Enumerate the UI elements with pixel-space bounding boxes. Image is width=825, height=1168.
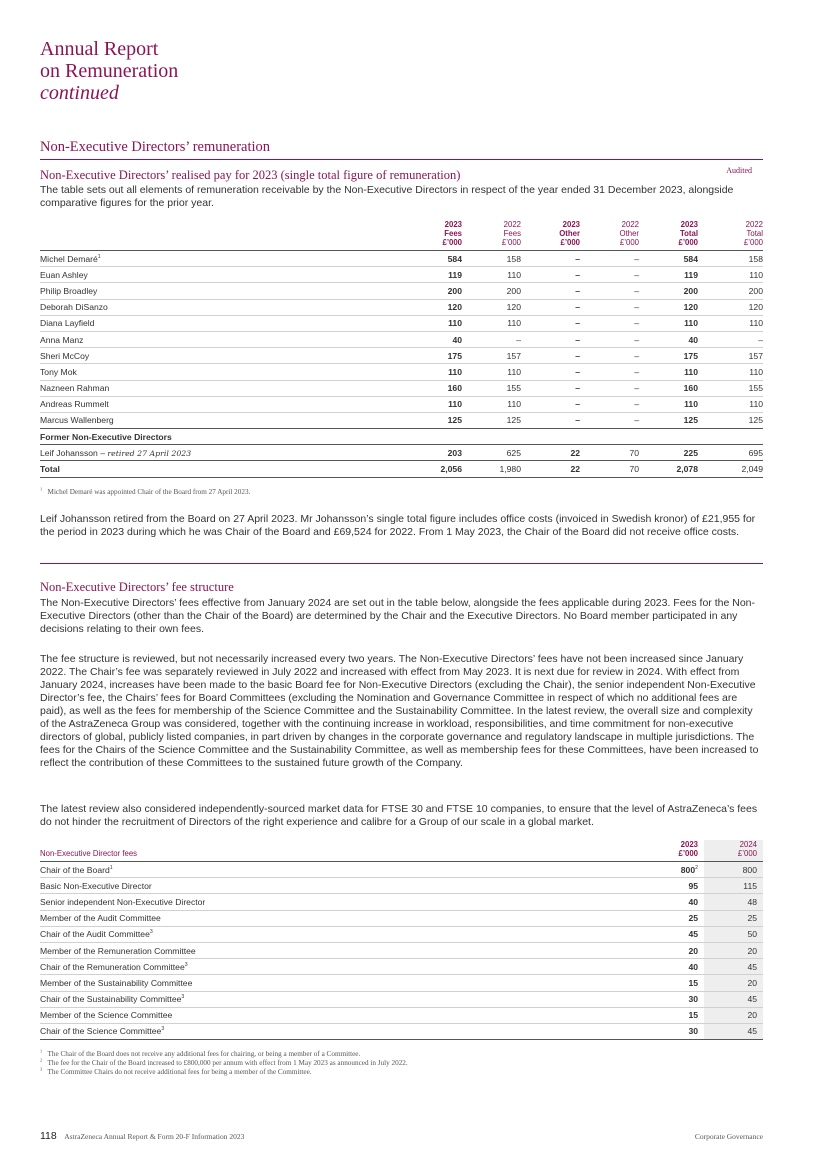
- director-name: Andreas Rummelt: [40, 396, 380, 412]
- fee-role: Member of the Sustainability Committee: [40, 975, 645, 991]
- table-row: [40, 283, 763, 299]
- fees-footnote-1: $^1$ The Chair of the Board does not receive any additional fees for chairing, or being a member of a Committee.: [40, 1048, 361, 1058]
- fee-paragraph-1: The Non-Executive Directors’ fees effective from January 2024 are set out in the table below, alongside the fees applicable during 2023. Fees for the Non-Executive Directors (other than the Chair of the Board) are determined by the Chair and the Executive Directors. No Board member participated in any decisions relating to their own fees.: [40, 597, 755, 635]
- table-row: [40, 380, 763, 396]
- cell-2023-other: –: [521, 299, 580, 315]
- cell-2022-total: 157: [698, 348, 763, 364]
- cell-2022-total: 158: [698, 251, 763, 267]
- col-2023-other: 2023 Other £’000: [559, 220, 580, 247]
- director-name: Marcus Wallenberg: [40, 412, 380, 428]
- fees-table-row: [40, 926, 763, 942]
- fee-2024: 20: [704, 975, 763, 991]
- cell-2023-other: –: [521, 331, 580, 347]
- cell-2023-fees: 110: [380, 364, 462, 380]
- cell-2022-fees: 625: [462, 445, 521, 461]
- fees-footnote-2: $^2$ The fee for the Chair of the Board increased to £800,000 per annum with effect from 1 May 2023 as announced in July 2022.: [40, 1057, 408, 1067]
- fees-footnote-3: $^3$ The Committee Chairs do not receive additional fees for being a member of the Committee.: [40, 1066, 312, 1076]
- director-name: Philip Broadley: [40, 283, 380, 299]
- cell-2023-fees: 110: [380, 315, 462, 331]
- cell-2022-fees: 110: [462, 396, 521, 412]
- cell-2022-fees: –: [462, 331, 521, 347]
- table-row: [40, 267, 763, 283]
- cell-2022-fees: 120: [462, 299, 521, 315]
- cell-2023-other: –: [521, 380, 580, 396]
- cell-2023-total: 119: [639, 267, 698, 283]
- footnote-1: $^1$ Michel Demaré was appointed Chair of the Board from 27 April 2023.: [40, 486, 251, 496]
- fee-role: Senior independent Non-Executive Director: [40, 894, 645, 910]
- cell-2023-total: 40: [639, 331, 698, 347]
- cell-2023-other: 22: [521, 461, 580, 477]
- fee-2023: 40: [645, 894, 704, 910]
- cell-2022-other: –: [580, 331, 639, 347]
- fees-table-row: [40, 959, 763, 975]
- table-header-row: [40, 220, 763, 251]
- former-directors-heading-row: [40, 429, 763, 445]
- section-rule: [40, 563, 763, 564]
- fee-2023: 45: [645, 926, 704, 942]
- fee-2024: 20: [704, 1007, 763, 1023]
- cell-2022-fees: 157: [462, 348, 521, 364]
- ned-remuneration-table: [40, 220, 763, 478]
- director-name: Tony Mok: [40, 364, 380, 380]
- cell-2022-other: –: [580, 315, 639, 331]
- cell-2022-total: 695: [698, 445, 763, 461]
- cell-2022-fees: 110: [462, 315, 521, 331]
- cell-2023-total: 110: [639, 364, 698, 380]
- report-title: [40, 38, 178, 104]
- director-name: Euan Ashley: [40, 267, 380, 283]
- table-row: [40, 396, 763, 412]
- cell-2023-fees: 119: [380, 267, 462, 283]
- table-row: [40, 331, 763, 347]
- title-line-1: Annual Report: [40, 38, 159, 60]
- table-row-total: [40, 461, 763, 477]
- cell-2022-total: 110: [698, 315, 763, 331]
- fees-table-label: Non-Executive Director fees: [40, 849, 138, 858]
- fee-role: Member of the Science Committee: [40, 1007, 645, 1023]
- fees-table-row: [40, 1023, 763, 1039]
- cell-2022-other: –: [580, 364, 639, 380]
- table-row: [40, 412, 763, 428]
- total-label: Total: [40, 461, 380, 477]
- fee-role: Member of the Remuneration Committee: [40, 942, 645, 958]
- fees-table-row: [40, 894, 763, 910]
- cell-2022-total: 110: [698, 267, 763, 283]
- cell-2022-other: –: [580, 267, 639, 283]
- cell-2022-other: 70: [580, 445, 639, 461]
- cell-2022-total: 110: [698, 364, 763, 380]
- cell-2023-other: –: [521, 315, 580, 331]
- director-name: Diana Layfield: [40, 315, 380, 331]
- director-name: Sheri McCoy: [40, 348, 380, 364]
- cell-2022-total: 2,049: [698, 461, 763, 477]
- section-title-fee-structure: Non-Executive Directors’ fee structure: [40, 580, 234, 594]
- cell-2023-other: –: [521, 251, 580, 267]
- fees-table-row: [40, 975, 763, 991]
- fee-2024: 25: [704, 910, 763, 926]
- cell-2023-total: 584: [639, 251, 698, 267]
- cell-2023-fees: 584: [380, 251, 462, 267]
- cell-2022-fees: 1,980: [462, 461, 521, 477]
- cell-2022-other: –: [580, 380, 639, 396]
- cell-2022-fees: 158: [462, 251, 521, 267]
- col-2022-total: 2022 Total £’000: [743, 220, 763, 247]
- cell-2023-fees: 160: [380, 380, 462, 396]
- fees-table-row: [40, 1007, 763, 1023]
- director-name: Anna Manz: [40, 331, 380, 347]
- fee-2024: 48: [704, 894, 763, 910]
- director-name: Nazneen Rahman: [40, 380, 380, 396]
- cell-2023-fees: 2,056: [380, 461, 462, 477]
- fee-2024: 115: [704, 878, 763, 894]
- cell-2022-total: 200: [698, 283, 763, 299]
- fee-2023: 15: [645, 975, 704, 991]
- cell-2022-total: –: [698, 331, 763, 347]
- cell-2023-fees: 125: [380, 412, 462, 428]
- fees-footnotes: [40, 1050, 408, 1077]
- cell-2022-total: 155: [698, 380, 763, 396]
- col-2023-fees: 2023 Fees £’000: [442, 220, 462, 247]
- cell-2023-other: –: [521, 412, 580, 428]
- cell-2023-fees: 40: [380, 331, 462, 347]
- cell-2022-other: –: [580, 396, 639, 412]
- fee-2023: 40: [645, 959, 704, 975]
- section-rule: [40, 159, 763, 160]
- cell-2023-total: 125: [639, 412, 698, 428]
- fees-table-header-row: [40, 840, 763, 862]
- cell-2022-fees: 110: [462, 267, 521, 283]
- former-directors-label: Former Non-Executive Directors: [40, 429, 763, 445]
- col-2022-other: 2022 Other £’000: [619, 220, 639, 247]
- cell-2022-other: –: [580, 283, 639, 299]
- johansson-paragraph: Leif Johansson retired from the Board on 27 April 2023. Mr Johansson’s single total figure includes office costs (invoiced in Swedish kronor) of £21,955 for the period in 2023 during which he was Chair of the Board and £69,524 for 2022. From 1 May 2023, the Chair of the Board did not receive office costs.: [40, 513, 756, 538]
- cell-2022-fees: 125: [462, 412, 521, 428]
- cell-2023-other: –: [521, 267, 580, 283]
- cell-2023-total: 110: [639, 396, 698, 412]
- fee-role: Chair of the Audit Committee$^3$: [40, 926, 645, 942]
- cell-2023-total: 160: [639, 380, 698, 396]
- fee-2024: 800: [704, 862, 763, 878]
- fee-role: Chair of the Remuneration Committee$^3$: [40, 959, 645, 975]
- audited-label: Audited: [726, 166, 752, 175]
- col-2023: 2023 £’000: [678, 840, 698, 858]
- table-row: [40, 299, 763, 315]
- cell-2023-total: 200: [639, 283, 698, 299]
- cell-2023-other: –: [521, 348, 580, 364]
- cell-2022-total: 120: [698, 299, 763, 315]
- fees-table-row: [40, 878, 763, 894]
- fee-2023: 30: [645, 1023, 704, 1039]
- fee-paragraph-2: The fee structure is reviewed, but not necessarily increased every two years. The Non-Executive Directors’ fees have not been increased since January 2022. The Chair’s fee was separately reviewed in July 2022 and increased with effect from May 2023. It is next due for review in 2024. With effect from January 2024, increases have been made to the basic Board fee for Non-Executive Directors (excluding the Chair), the senior independent Non-Executive Director’s fee, the Chairs’ fees for Board Committees (excluding the Nomination and Governance Committee in respect of which no additional fees are paid), as well as the fees for membership of the Science Committee and the Sustainability Committee. In the latest review, the overall size and complexity of the AstraZeneca Group was considered, together with the continuing increase in workload, responsibilities, and time commitment for non-executive directors of global, publicly listed companies, in part driven by changes in the corporate governance and regulatory landscape in multiple jurisdictions. The fees for the Chairs of the Science Committee and the Sustainability Committee, as well as membership fees for these Committees, have been increased to reflect the contribution of these Committees to the sustained future growth of the Company.: [40, 653, 759, 769]
- col-2024: 2024 £’000: [704, 840, 763, 862]
- fee-2023: 95: [645, 878, 704, 894]
- cell-2023-fees: 120: [380, 299, 462, 315]
- director-name: Michel Demaré$^1$: [40, 251, 380, 267]
- fee-2024: 50: [704, 926, 763, 942]
- fee-role: Chair of the Board$^1$: [40, 862, 645, 878]
- cell-2022-fees: 200: [462, 283, 521, 299]
- fees-table-row: [40, 862, 763, 878]
- fee-2023: 20: [645, 942, 704, 958]
- fees-table-row: [40, 910, 763, 926]
- fee-role: Member of the Audit Committee: [40, 910, 645, 926]
- fee-2023: 30: [645, 991, 704, 1007]
- cell-2022-total: 110: [698, 396, 763, 412]
- title-line-2: on Remuneration: [40, 60, 179, 82]
- page-footer: [40, 1130, 763, 1142]
- fee-role: Chair of the Sustainability Committee$^3$: [40, 991, 645, 1007]
- intro-paragraph: The table sets out all elements of remuneration receivable by the Non-Executive Directors in respect of the year ended 31 December 2023, alongside comparative figures for the prior year.: [40, 184, 734, 209]
- fee-2024: 45: [704, 959, 763, 975]
- cell-2022-fees: 110: [462, 364, 521, 380]
- section-name: Corporate Governance: [694, 1132, 763, 1141]
- fee-2024: 45: [704, 991, 763, 1007]
- cell-2022-other: –: [580, 412, 639, 428]
- cell-2023-total: 2,078: [639, 461, 698, 477]
- col-2023-total: 2023 Total £’000: [678, 220, 698, 247]
- subsection-title-realised-pay: Non-Executive Directors’ realised pay for 2023 (single total figure of remuneration): [40, 168, 461, 182]
- cell-2023-total: 120: [639, 299, 698, 315]
- cell-2023-fees: 203: [380, 445, 462, 461]
- section-title-ned-remuneration: Non-Executive Directors’ remuneration: [40, 139, 271, 155]
- ned-fees-table: [40, 840, 763, 1040]
- cell-2022-other: 70: [580, 461, 639, 477]
- fee-paragraph-3: The latest review also considered independently-sourced market data for FTSE 30 and FTSE 10 companies, to ensure that the level of AstraZeneca’s fees do not hinder the recruitment of Directors of the right experience and calibre for a Group of our scale in a global market.: [40, 803, 758, 828]
- cell-2023-other: –: [521, 283, 580, 299]
- fee-role: Basic Non-Executive Director: [40, 878, 645, 894]
- publication-title: AstraZeneca Annual Report & Form 20-F Information 2023: [64, 1132, 245, 1141]
- cell-2022-other: –: [580, 348, 639, 364]
- fees-table-row: [40, 942, 763, 958]
- table-row: [40, 251, 763, 267]
- cell-2023-fees: 200: [380, 283, 462, 299]
- cell-2022-fees: 155: [462, 380, 521, 396]
- title-continued: continued: [40, 82, 119, 104]
- cell-2023-other: –: [521, 364, 580, 380]
- retired-note: retired 27 April 2023: [107, 448, 192, 458]
- table-row-leif-johansson: [40, 445, 763, 461]
- cell-2022-total: 125: [698, 412, 763, 428]
- col-2022-fees: 2022 Fees £’000: [501, 220, 521, 247]
- cell-2022-other: –: [580, 251, 639, 267]
- fee-2023: 25: [645, 910, 704, 926]
- page-number: 118: [40, 1130, 57, 1142]
- cell-2023-total: 110: [639, 315, 698, 331]
- cell-2023-total: 175: [639, 348, 698, 364]
- cell-2023-fees: 175: [380, 348, 462, 364]
- fee-2023: $800^2$: [645, 862, 704, 878]
- table-row: [40, 348, 763, 364]
- fee-2024: 20: [704, 942, 763, 958]
- cell-2023-total: 225: [639, 445, 698, 461]
- cell-2023-other: 22: [521, 445, 580, 461]
- director-name: Leif Johansson – retired 27 April 2023: [40, 445, 380, 461]
- cell-2023-other: –: [521, 396, 580, 412]
- director-name: Deborah DiSanzo: [40, 299, 380, 315]
- fee-2023: 15: [645, 1007, 704, 1023]
- fee-2024: 45: [704, 1023, 763, 1039]
- fee-role: Chair of the Science Committee$^3$: [40, 1023, 645, 1039]
- fees-table-row: [40, 991, 763, 1007]
- table-row: [40, 315, 763, 331]
- cell-2023-fees: 110: [380, 396, 462, 412]
- table-row: [40, 364, 763, 380]
- cell-2022-other: –: [580, 299, 639, 315]
